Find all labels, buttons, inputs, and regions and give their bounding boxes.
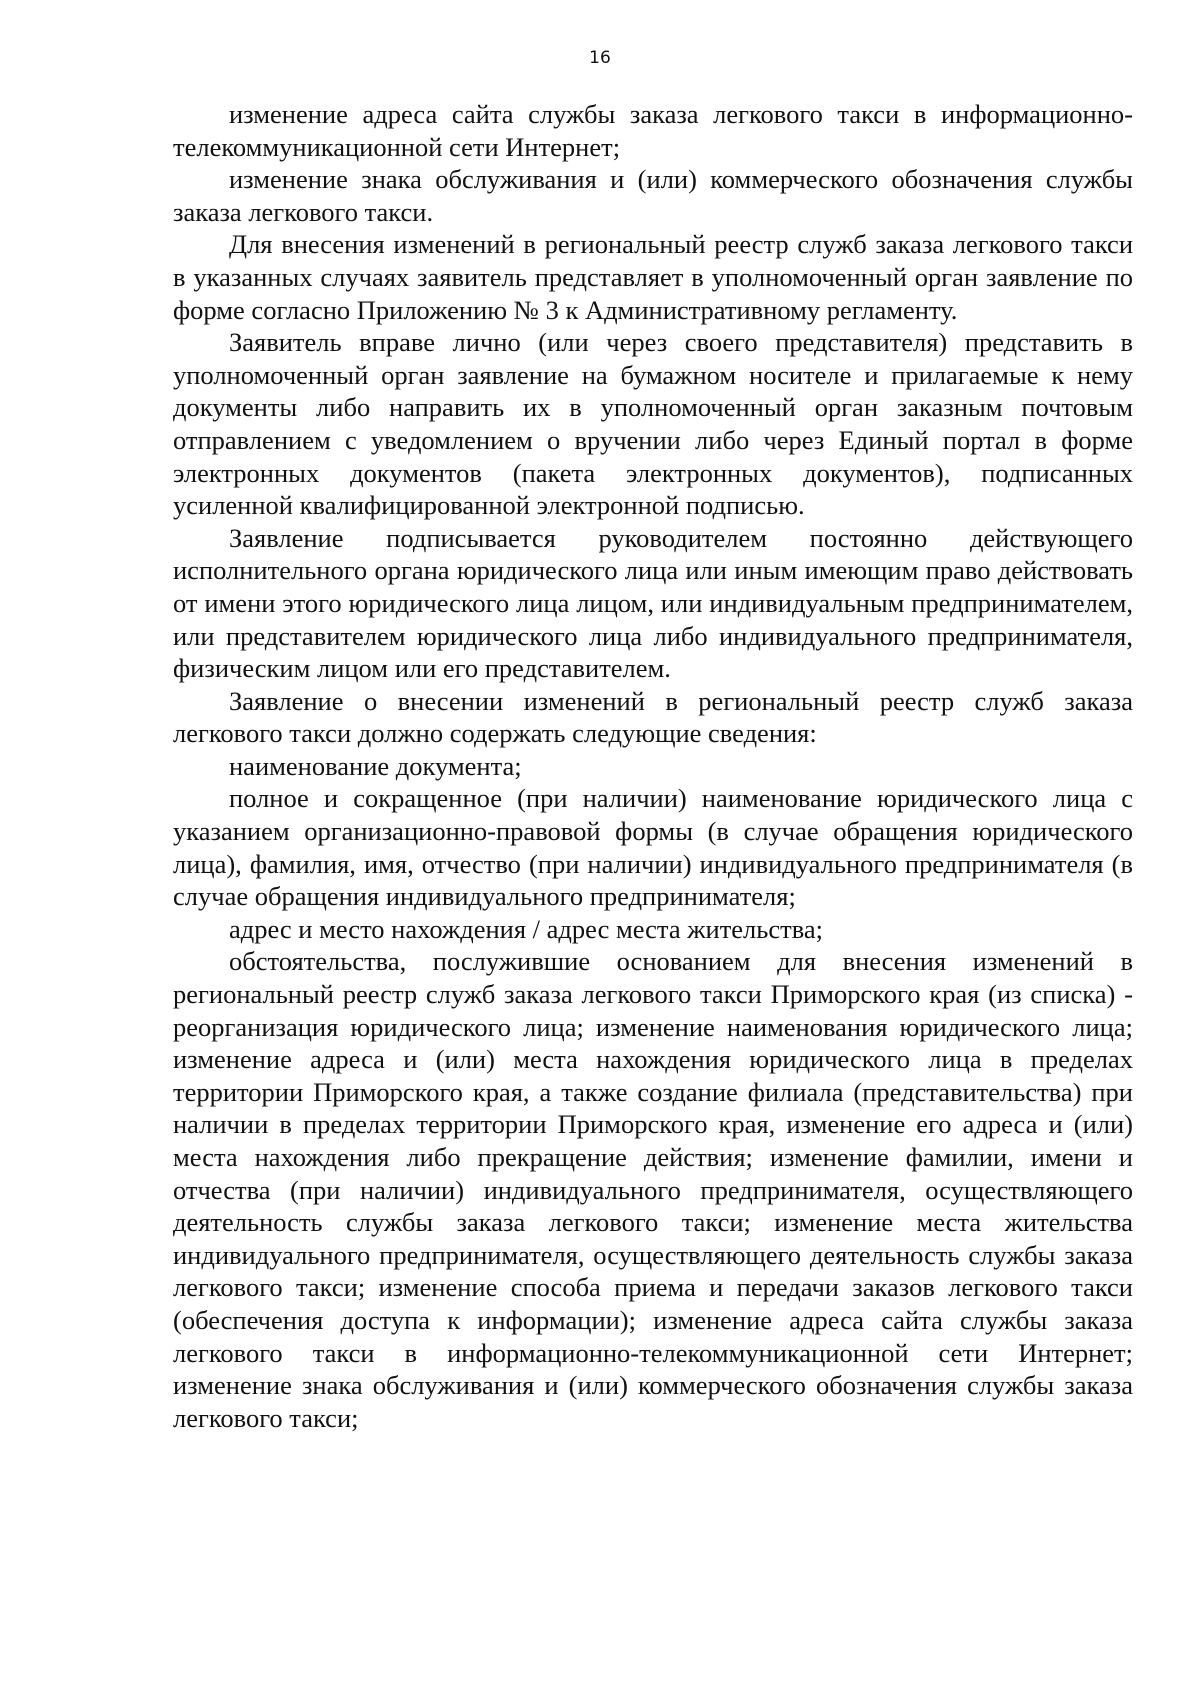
document-body: [173, 98, 1133, 1434]
paragraph-registry-change-application: Для внесения изменений в региональный реестр служб заказа легкового такси в указанных случаях заявитель представляет в уполномоченный орган заявление по форме согласно Приложению № 3 к Административному регламенту.: [173, 229, 1133, 325]
paragraph-signatory: Заявление подписывается руководителем постоянно действующего исполнительного органа юридического лица или иным имеющим право действовать от имени этого юридического лица лицом, или индивидуальным предпринимателем, или представителем юридического лица либо индивидуального предпринимателя, физическим лицом или его представителем.: [173, 522, 1133, 684]
paragraph-submission-methods: Заявитель вправе лично (или через своего представителя) представить в уполномоченный орган заявление на бумажном носителе и прилагаемые к нему документы либо направить их в уполномоченный орган заказным почтовым отправлением с уведомлением о вручении либо через Единый портал в форме электронных документов (пакета электронных документов), подписанных усиленной квалифицированной электронной подписью.: [173, 327, 1133, 521]
paragraph-circumstances: обстоятельства, послужившие основанием для внесения изменений в региональный реестр служб заказа легкового такси Приморского края (из списка) - реорганизация юридического лица; изменение наименования юридического лица; изменение адреса и (или) места нахождения юридического лица в пределах территории Приморского края, а также создание филиала (представительства) при наличии в пределах территории Приморского края, изменение его адреса и (или) места нахождения либо прекращение действия; изменение фамилии, имени и отчества (при наличии) индивидуального предпринимателя, осуществляющего деятельность службы заказа легкового такси; изменение места жительства индивидуального предпринимателя, осуществляющего деятельность службы заказа легкового такси; изменение способа приема и передачи заказов легкового такси (обеспечения доступа к информации); изменение адреса сайта службы заказа легкового такси в информационно-телекоммуникационной сети Интернет; изменение знака обслуживания и (или) коммерческого обозначения службы заказа легкового такси;: [173, 946, 1133, 1433]
paragraph-address: адрес и место нахождения / адрес места жительства;: [229, 913, 823, 944]
paragraph-site-address-change: изменение адреса сайта службы заказа легкового такси в информационно-телекоммуникационной сети Интернет;: [173, 99, 1133, 162]
page-number: 16: [589, 48, 611, 68]
paragraph-document-name: наименование документа;: [229, 750, 522, 781]
paragraph-entity-name: полное и сокращенное (при наличии) наименование юридического лица с указанием организационно-правовой формы (в случае обращения юридического лица), фамилия, имя, отчество (при наличии) индивидуального предпринимателя (в случае обращения индивидуального предпринимателя;: [173, 783, 1133, 912]
paragraph-required-information: Заявление о внесении изменений в региональный реестр служб заказа легкового такси должно содержать следующие сведения:: [173, 685, 1133, 749]
paragraph-service-mark-change: изменение знака обслуживания и (или) коммерческого обозначения службы заказа легкового такси.: [173, 164, 1133, 227]
